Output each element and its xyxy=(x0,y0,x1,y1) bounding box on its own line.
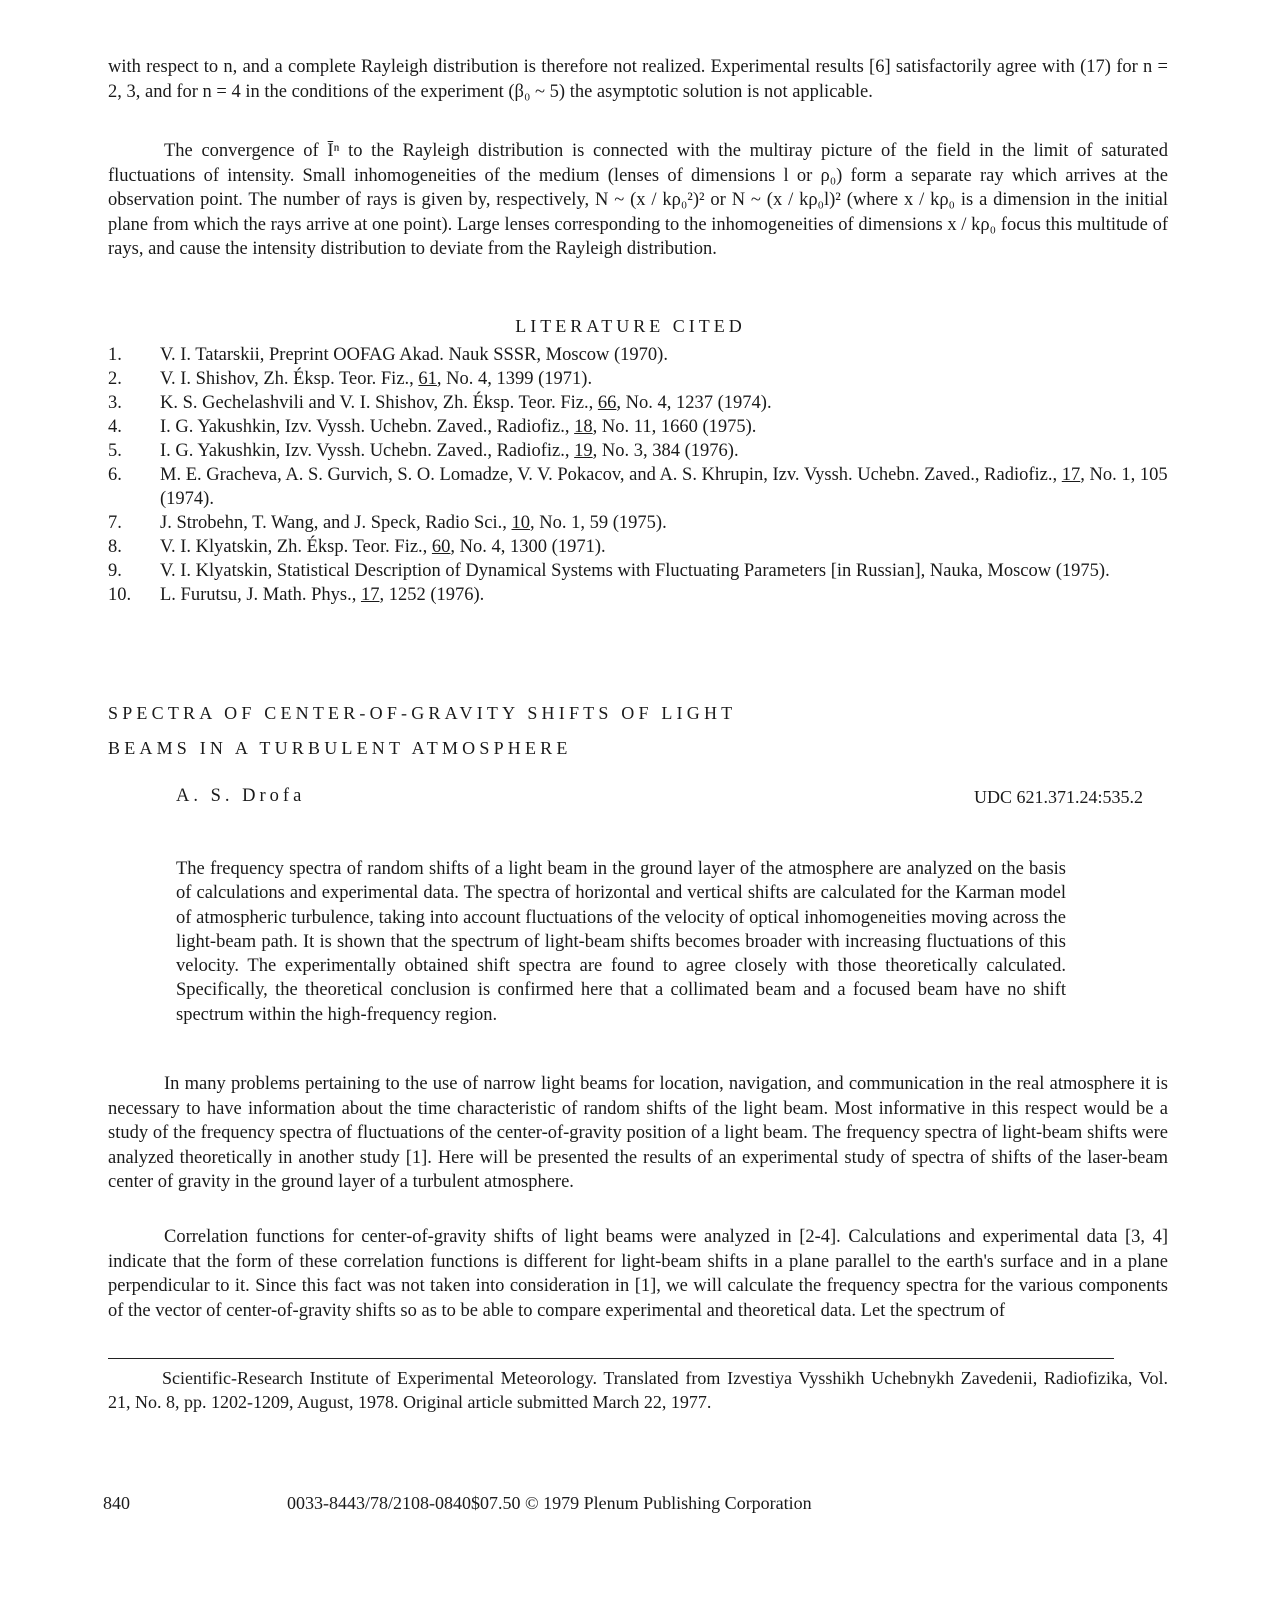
reference-volume: 60 xyxy=(431,537,451,557)
reference-number: 10. xyxy=(108,585,132,605)
reference-item xyxy=(108,559,1168,583)
abstract: The frequency spectra of random shifts of a light beam in the ground layer of the atmosphere are analyzed on the basis of calculations and experimental data. The spectra of horizontal and vertical shifts are calculated for the Karman model of atmospheric turbulence, taking into account fluctuations of the velocity of optical inhomogeneities moving across the light-beam path. It is shown that the spectrum of light-beam shifts becomes broader with increasing fluctuations of this velocity. The experimentally obtained shift spectra are found to agree closely with those theoretically calculated. Specifically, the theoretical conclusion is confirmed here that a collimated beam and a focused beam have no shift spectrum within the high-frequency region. xyxy=(176,859,1066,1025)
reference-text: J. Strobehn, T. Wang, and J. Speck, Radio Sci., 10, No. 1, 59 (1975). xyxy=(160,513,667,533)
top-paragraph-1: with respect to n, and a complete Rayleigh distribution is therefore not realized. Experimental results [6] satisfactorily agree with (17) for n = 2, 3, and for n = 4 in the conditions of the experiment (β₀ ~ 5) the asymptotic solution is not applicable. xyxy=(108,57,1168,102)
reference-item xyxy=(108,583,1168,607)
reference-text: V. I. Shishov, Zh. Éksp. Teor. Fiz., 61, No. 4, 1399 (1971). xyxy=(160,369,593,389)
article-author: A. S. Drofa xyxy=(176,786,306,806)
copyright-line: 0033-8443/78/2108-0840$07.50 © 1979 Plenum Publishing Corporation xyxy=(287,1493,812,1513)
reference-text: L. Furutsu, J. Math. Phys., 17, 1252 (1976). xyxy=(160,585,485,605)
page-number: 840 xyxy=(103,1493,130,1513)
reference-item xyxy=(108,535,1168,559)
reference-item xyxy=(108,511,1168,535)
literature-cited-heading: LITERATURE CITED xyxy=(515,316,746,336)
reference-item xyxy=(108,439,1168,463)
reference-item xyxy=(108,367,1168,391)
reference-text: V. I. Klyatskin, Statistical Description of Dynamical Systems with Fluctuating Parameters [in Russian], Nauka, Moscow (1975). xyxy=(160,561,1110,581)
reference-volume: 17 xyxy=(1061,465,1081,485)
body-paragraph-1: In many problems pertaining to the use of narrow light beams for location, navigation, and communication in the real atmosphere it is necessary to have information about the time characteristic of random shifts of the light beam. Most informative in this respect would be a study of the frequency spectra of fluctuations of the center-of-gravity position of a light beam. The frequency spectra of light-beam shifts were analyzed theoretically in another study [1]. Here will be presented the results of an experimental study of spectra of shifts of the laser-beam center of gravity in the ground layer of a turbulent atmosphere. xyxy=(108,1074,1168,1192)
reference-volume: 18 xyxy=(574,417,593,437)
reference-text: I. G. Yakushkin, Izv. Vyssh. Uchebn. Zaved., Radiofiz., 18, No. 11, 1660 (1975). xyxy=(160,417,757,437)
top-paragraph-2: The convergence of Īⁿ to the Rayleigh distribution is connected with the multiray picture of the field in the limit of saturated fluctuations of intensity. Small inhomogeneities of the medium (lenses of dimensions l or ρ₀) form a separate ray which arrives at the observation point. The number of rays is given by, respectively, N ~ (x / kρ₀²)² or N ~ (x / kρ₀l)² (where x / kρ₀ is a dimension in the initial plane from which the rays arrive at one point). Large lenses corresponding to the inhomogeneities of dimensions x / kρ₀ focus this multitude of rays, and cause the intensity distribution to deviate from the Rayleigh distribution. xyxy=(108,141,1168,259)
udc-code: UDC 621.371.24:535.2 xyxy=(973,787,1143,807)
reference-item xyxy=(108,463,1168,511)
article-title-line-2: BEAMS IN A TURBULENT ATMOSPHERE xyxy=(108,738,572,758)
reference-number: 9. xyxy=(108,561,122,581)
reference-volume: 10 xyxy=(511,513,531,533)
reference-number: 4. xyxy=(108,417,122,437)
reference-number: 3. xyxy=(108,393,122,413)
footnote: Scientific-Research Institute of Experimental Meteorology. Translated from Izvestiya Vysshikh Uchebnykh Zavedenii, Radiofizika, Vol. 21, No. 8, pp. 1202-1209, August, 1978. Original article submitted March 22, 1977. xyxy=(108,1368,1168,1412)
article-title-line-1: SPECTRA OF CENTER-OF-GRAVITY SHIFTS OF LIGHT xyxy=(108,703,737,723)
reference-number: 1. xyxy=(108,345,122,365)
reference-text: M. E. Gracheva, A. S. Gurvich, S. O. Lomadze, V. V. Pokacov, and A. S. Khrupin, Izv. Vyssh. Uchebn. Zaved., Radiofiz., 17, No. 1, 105 (1974). xyxy=(160,465,1168,509)
reference-number: 5. xyxy=(108,441,122,461)
reference-text: V. I. Tatarskii, Preprint OOFAG Akad. Nauk SSSR, Moscow (1970). xyxy=(160,345,668,365)
reference-volume: 17 xyxy=(360,585,380,605)
body-paragraph-2: Correlation functions for center-of-gravity shifts of light beams were analyzed in [2-4]. Calculations and experimental data [3, 4] indicate that the form of these correlation functions is different for light-beam shifts in a plane parallel to the earth's surface and in a plane perpendicular to it. Since this fact was not taken into consideration in [1], we will calculate the frequency spectra for the various components of the vector of center-of-gravity shifts so as to be able to compare experimental and theoretical data. Let the spectrum of xyxy=(108,1227,1168,1321)
reference-number: 8. xyxy=(108,537,122,557)
reference-text: I. G. Yakushkin, Izv. Vyssh. Uchebn. Zaved., Radiofiz., 19, No. 3, 384 (1976). xyxy=(160,441,739,461)
reference-item xyxy=(108,391,1168,415)
reference-volume: 61 xyxy=(418,369,437,389)
reference-text: K. S. Gechelashvili and V. I. Shishov, Zh. Éksp. Teor. Fiz., 66, No. 4, 1237 (1974). xyxy=(160,393,772,413)
reference-number: 7. xyxy=(108,513,122,533)
reference-list xyxy=(108,343,1168,607)
reference-item xyxy=(108,343,1168,367)
reference-volume: 19 xyxy=(574,441,593,461)
reference-number: 6. xyxy=(108,465,122,485)
reference-item xyxy=(108,415,1168,439)
footnote-divider xyxy=(108,1358,1114,1359)
reference-number: 2. xyxy=(108,369,122,389)
reference-volume: 66 xyxy=(597,393,617,413)
reference-text: V. I. Klyatskin, Zh. Éksp. Teor. Fiz., 60, No. 4, 1300 (1971). xyxy=(160,537,606,557)
